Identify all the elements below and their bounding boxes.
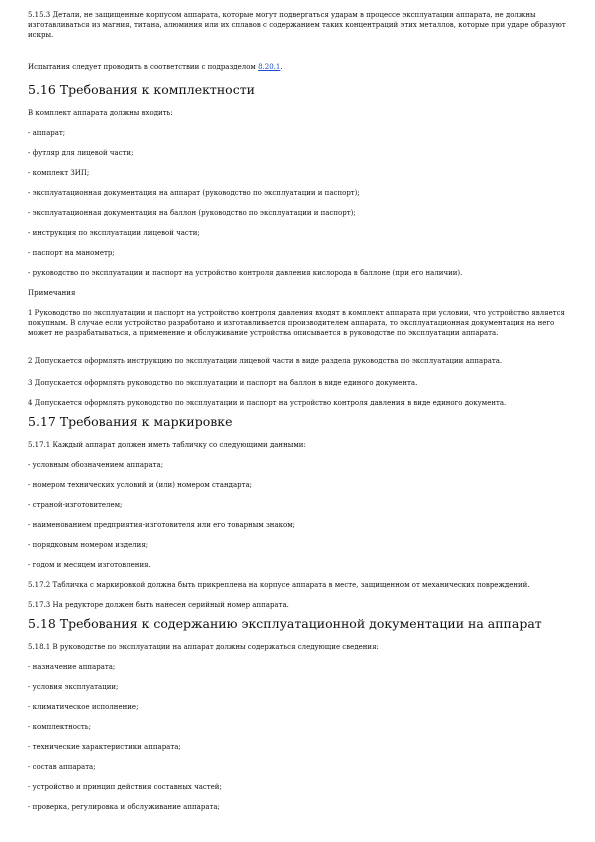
list-item: - руководство по эксплуатации и паспорт на устройство контроля давления кислорода в баллоне (при его наличии). bbox=[28, 269, 463, 277]
list-item: - условия эксплуатации; bbox=[28, 683, 119, 691]
list-item: - порядковым номером изделия; bbox=[28, 541, 149, 549]
paragraph-5-15-3: 5.15.3 Детали, не защищенные корпусом аппарата, которые могут подвергаться ударам в процессе эксплуатации аппарата, не должны изготавливаться из магния, титана, алюминия или их сплавов с содержанием таких концентраций этих металлов, которые при ударе образуют искры. bbox=[28, 11, 566, 39]
paragraph-test-reference bbox=[28, 62, 566, 72]
heading-5-16: 5.16 Требования к комплектности bbox=[28, 82, 255, 97]
list-item: - технические характеристики аппарата; bbox=[28, 743, 181, 751]
list-item: - устройство и принцип действия составных частей; bbox=[28, 783, 222, 791]
list-item: - проверка, регулировка и обслуживание аппарата; bbox=[28, 803, 220, 811]
list-item: - наименованием предприятия-изготовителя или его товарным знаком; bbox=[28, 521, 296, 529]
note-3: 3 Допускается оформлять руководство по эксплуатации и паспорт на баллон в виде единого документа. bbox=[28, 379, 418, 387]
list-item: - эксплуатационная документация на баллон (руководство по эксплуатации и паспорт); bbox=[28, 209, 356, 217]
paragraph-5-17-1: 5.17.1 Каждый аппарат должен иметь табличку со следующими данными: bbox=[28, 441, 306, 449]
list-item: - комплект ЗИП; bbox=[28, 169, 90, 177]
test-text-before: Испытания следует проводить в соответствии с подразделом bbox=[28, 63, 259, 71]
note-4: 4 Допускается оформлять руководство по эксплуатации и паспорт на устройство контроля давления в виде единого документа. bbox=[28, 399, 507, 407]
list-item: - условным обозначением аппарата; bbox=[28, 461, 164, 469]
paragraph-5-18-1: 5.18.1 В руководстве по эксплуатации на аппарат должны содержаться следующие сведения: bbox=[28, 643, 379, 651]
paragraph-5-17-2: 5.17.2 Табличка с маркировкой должна быть прикреплена на корпусе аппарата в месте, защищенном от механических повреждений. bbox=[28, 581, 530, 589]
list-item: - инструкция по эксплуатации лицевой части; bbox=[28, 229, 200, 237]
note-1: 1 Руководство по эксплуатации и паспорт на устройство контроля давления входят в комплект аппарата при условии, что устройство является покупным. В случае если устройство разработано и изготавливается производителем аппарата, то эксплуатационная документация на него может не разрабатываться, а применение и обслуживание устройства описывается в руководстве по эксплуатации аппарата. bbox=[28, 309, 565, 337]
list-item: - номером технических условий и (или) номером стандарта; bbox=[28, 481, 253, 489]
list-item: - футляр для лицевой части; bbox=[28, 149, 134, 157]
note-2: 2 Допускается оформлять инструкцию по эксплуатации лицевой части в виде раздела руководства по эксплуатации аппарата. bbox=[28, 357, 503, 365]
list-item: - климатическое исполнение; bbox=[28, 703, 139, 711]
paragraph-5-17-3: 5.17.3 На редукторе должен быть нанесен серийный номер аппарата. bbox=[28, 601, 289, 609]
list-item: - аппарат; bbox=[28, 129, 66, 137]
link-8-20-1[interactable]: 8.20.1 bbox=[258, 63, 281, 71]
heading-5-17: 5.17 Требования к маркировке bbox=[28, 414, 233, 429]
list-item: - паспорт на манометр; bbox=[28, 249, 115, 257]
notes-label: Примечания bbox=[28, 289, 76, 297]
list-item: - эксплуатационная документация на аппарат (руководство по эксплуатации и паспорт); bbox=[28, 189, 360, 197]
list-item: - страной-изготовителем; bbox=[28, 501, 123, 509]
list-item: - назначение аппарата; bbox=[28, 663, 116, 671]
list-item: - комплектность; bbox=[28, 723, 91, 731]
paragraph-5-16-intro: В комплект аппарата должны входить: bbox=[28, 109, 173, 117]
test-text-after: . bbox=[280, 63, 283, 71]
list-item: - годом и месяцем изготовления. bbox=[28, 561, 151, 569]
list-item: - состав аппарата; bbox=[28, 763, 96, 771]
heading-5-18: 5.18 Требования к содержанию эксплуатационной документации на аппарат bbox=[28, 616, 542, 631]
